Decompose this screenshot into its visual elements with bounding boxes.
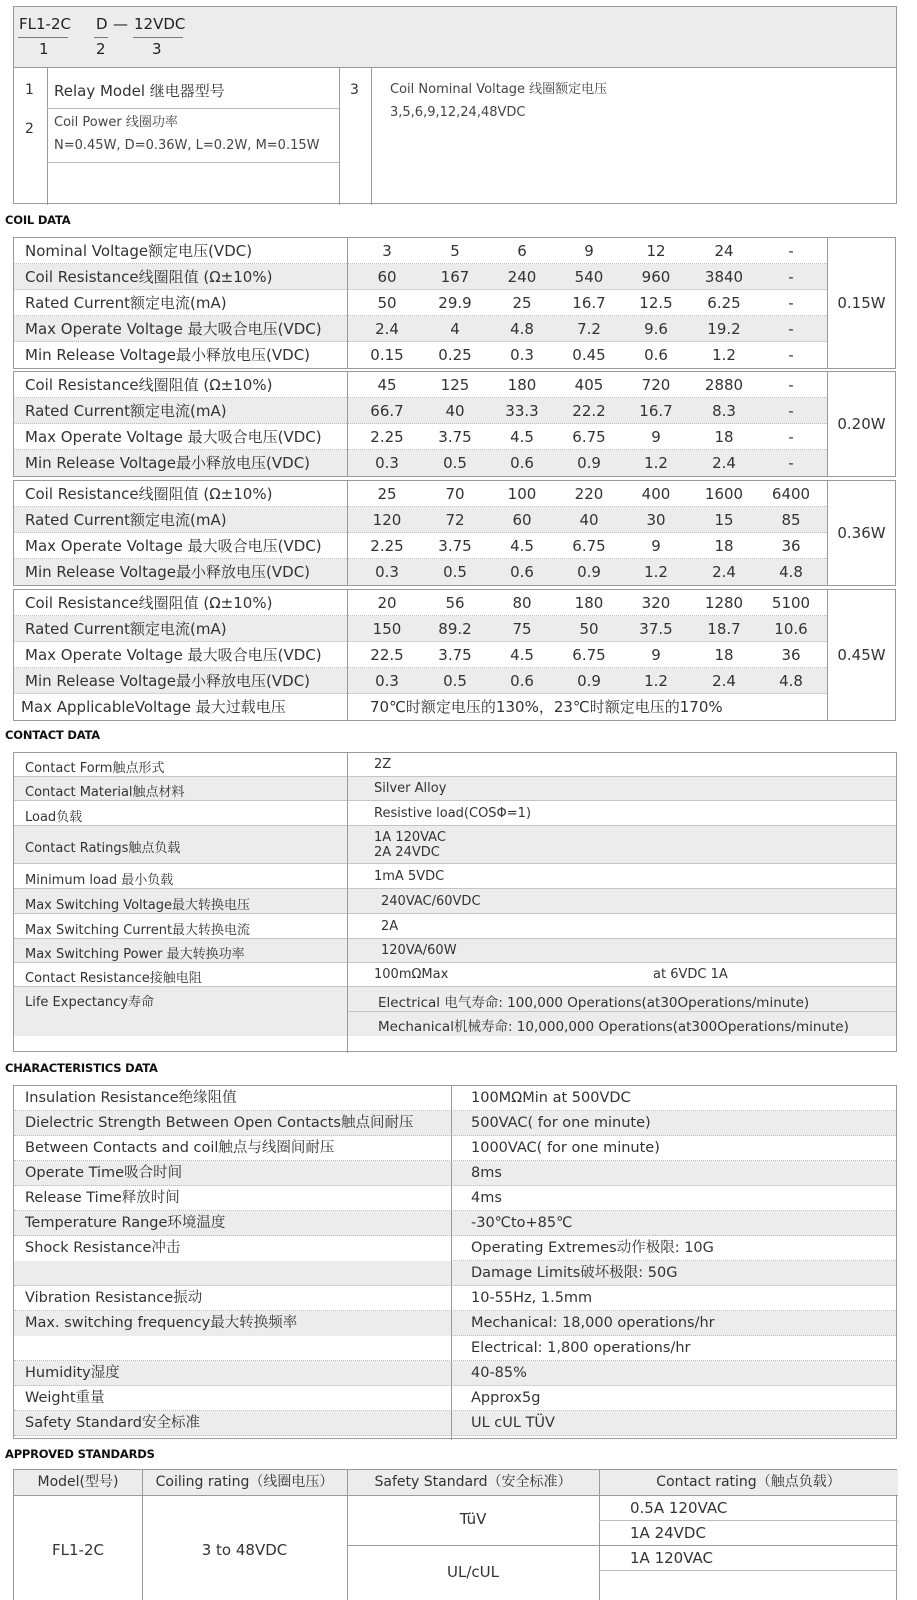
coil-value: 5	[450, 242, 460, 260]
ordering-position-2: 2	[96, 40, 106, 58]
characteristics-row-label: Operate Time吸合时间	[25, 1165, 183, 1181]
coil-value: 18	[714, 537, 734, 555]
characteristics-row-label: Shock Resistance冲击	[25, 1240, 181, 1256]
coil-value: 167	[440, 268, 470, 286]
characteristics-row-value: -30℃to+85℃	[471, 1215, 573, 1231]
coil-value: 89.2	[438, 620, 472, 638]
coil-value: 30	[646, 511, 666, 529]
coil-value: 1.2	[644, 563, 668, 581]
approved-standards-table	[13, 1469, 897, 1600]
contact-row-value: 120VA/60W	[381, 943, 457, 958]
coil-row	[14, 238, 827, 264]
coil-value: 4.8	[510, 320, 534, 338]
coil-value: 0.5	[443, 454, 467, 472]
coil-value: 3.75	[438, 537, 472, 555]
coil-value: 60	[512, 511, 532, 529]
coil-value: 24	[714, 242, 734, 260]
coil-row	[14, 559, 827, 585]
contact-row-label: Contact Form触点形式	[25, 761, 165, 776]
coil-value: -	[788, 268, 794, 286]
coil-value: 9.6	[644, 320, 668, 338]
coil-value: 6	[517, 242, 527, 260]
characteristics-row	[14, 1336, 896, 1361]
coil-value: 180	[507, 376, 537, 394]
coil-value: -	[788, 428, 794, 446]
coil-value: -	[788, 346, 794, 364]
coil-row-label: Rated Current额定电流(mA)	[25, 402, 227, 420]
coil-row-label: Coil Resistance线圈阻值 (Ω±10%)	[25, 594, 273, 612]
coil-row-label: Min Release Voltage最小释放电压(VDC)	[25, 454, 311, 472]
coil-value: 80	[512, 594, 532, 612]
characteristics-row-label: Max. switching frequency最大转换频率	[25, 1315, 298, 1331]
characteristics-row-label: Release Time释放时间	[25, 1190, 180, 1206]
coil-value: 100	[507, 485, 537, 503]
coil-value: 320	[641, 594, 671, 612]
coil-value: 0.6	[510, 454, 534, 472]
coil-value: 4.8	[779, 563, 803, 581]
contact-row	[14, 939, 896, 963]
std-header-safety-standard: Safety Standard（安全标准）	[347, 1470, 599, 1495]
characteristics-row	[14, 1211, 896, 1236]
legend-item-2-label: Coil Power 线圈功率	[54, 115, 178, 130]
coil-value: 180	[574, 594, 604, 612]
coil-value: 19.2	[707, 320, 741, 338]
coil-value: 36	[781, 646, 801, 664]
coil-value: 0.45	[572, 346, 606, 364]
coil-value: 1.2	[712, 346, 736, 364]
legend-item-1-label: Relay Model 继电器型号	[54, 82, 225, 100]
max-applicable-row	[14, 694, 827, 720]
characteristics-row	[14, 1111, 896, 1136]
coil-row	[14, 342, 827, 368]
coil-value: 33.3	[505, 402, 539, 420]
characteristics-row	[14, 1236, 896, 1261]
coil-row	[14, 642, 827, 668]
coil-value: 37.5	[639, 620, 673, 638]
characteristics-row	[14, 1311, 896, 1336]
std-header-coil-rating: Coiling rating（线圈电压）	[142, 1470, 347, 1495]
coil-row-label: Max Operate Voltage 最大吸合电压(VDC)	[25, 428, 322, 446]
coil-row	[14, 533, 827, 559]
coil-row	[14, 290, 827, 316]
characteristics-row-value-2: Electrical: 1,800 operations/hr	[471, 1340, 691, 1356]
coil-row-label: Max Operate Voltage 最大吸合电压(VDC)	[25, 537, 322, 555]
coil-row	[14, 450, 827, 476]
characteristics-row	[14, 1386, 896, 1411]
coil-value: 85	[781, 511, 801, 529]
coil-row	[14, 590, 827, 616]
characteristics-row-value: UL cUL TÜV	[471, 1415, 555, 1431]
characteristics-row-label: Safety Standard安全标准	[25, 1415, 200, 1431]
coil-value: 120	[372, 511, 402, 529]
characteristics-row	[14, 1161, 896, 1186]
contact-row-label: Max Switching Current最大转换电流	[25, 922, 251, 938]
contact-row-value-2: at 6VDC 1A	[653, 967, 728, 982]
coil-value: 2.4	[375, 320, 399, 338]
coil-value: 9	[651, 646, 661, 664]
coil-row-label: Max Operate Voltage 最大吸合电压(VDC)	[25, 320, 322, 338]
coil-group-3	[13, 589, 828, 721]
contact-row-value: 2A	[381, 918, 399, 934]
coil-value: 3840	[704, 268, 744, 286]
coil-value: 0.9	[577, 454, 601, 472]
coil-value: 405	[574, 376, 604, 394]
std-coil-rating: 3 to 48VDC	[201, 1541, 288, 1559]
ordering-code-model: FL1-2C	[19, 15, 71, 33]
coil-value: 56	[445, 594, 465, 612]
characteristics-row-value: Mechanical: 18,000 operations/hr	[471, 1315, 715, 1331]
coil-value: 2.4	[712, 563, 736, 581]
coil-value: -	[788, 402, 794, 420]
characteristics-row-value: Approx5g	[471, 1390, 541, 1406]
ordering-code-legend	[13, 67, 897, 204]
coil-value: -	[788, 454, 794, 472]
ordering-position-3: 3	[152, 40, 162, 58]
coil-value: 6.75	[572, 537, 606, 555]
characteristics-row	[14, 1086, 896, 1111]
coil-value: 0.5	[443, 672, 467, 690]
coil-row-label: Rated Current额定电流(mA)	[25, 620, 227, 638]
characteristics-row-label: Between Contacts and coil触点与线圈间耐压	[25, 1140, 335, 1156]
coil-value: 16.7	[572, 294, 606, 312]
characteristics-row	[14, 1361, 896, 1386]
characteristics-row-value: 4ms	[471, 1190, 502, 1206]
coil-value: 29.9	[438, 294, 472, 312]
coil-power-1: 0.20W	[828, 371, 896, 477]
max-applicable-label: Max ApplicableVoltage 最大过载电压	[21, 698, 286, 716]
coil-row-label: Nominal Voltage额定电压(VDC)	[25, 242, 253, 260]
contact-row-value: 100mΩMax	[374, 967, 449, 982]
characteristics-row	[14, 1261, 896, 1286]
coil-value: 75	[512, 620, 532, 638]
std-ul: UL/cUL	[447, 1563, 499, 1581]
coil-value: 6400	[771, 485, 811, 503]
coil-value: 18	[714, 646, 734, 664]
contact-row	[14, 753, 896, 777]
coil-value: 540	[574, 268, 604, 286]
contact-row	[14, 963, 896, 987]
coil-value: 0.5	[443, 563, 467, 581]
ordering-code-header	[13, 6, 897, 68]
approved-standards-title: APPROVED STANDARDS	[5, 1447, 155, 1461]
contact-row-label: Contact Resistance接触电阻	[25, 971, 202, 986]
coil-row-label: Coil Resistance线圈阻值 (Ω±10%)	[25, 268, 273, 286]
coil-value: 3.75	[438, 428, 472, 446]
coil-row	[14, 668, 827, 694]
coil-row-label: Min Release Voltage最小释放电压(VDC)	[25, 672, 311, 690]
coil-value: 12	[646, 242, 666, 260]
contact-row-value: 1mA 5VDC	[374, 868, 445, 884]
coil-value: 2.25	[370, 428, 404, 446]
coil-row	[14, 398, 827, 424]
characteristics-row-label: Humidity湿度	[25, 1365, 120, 1381]
coil-row-label: Rated Current额定电流(mA)	[25, 294, 227, 312]
coil-row-label: Rated Current额定电流(mA)	[25, 511, 227, 529]
coil-value: 960	[641, 268, 671, 286]
coil-value: 400	[641, 485, 671, 503]
coil-value: 1.2	[644, 672, 668, 690]
coil-value: 150	[372, 620, 402, 638]
contact-row	[14, 987, 896, 1036]
std-tuv-rating-2: 1A 24VDC	[630, 1524, 706, 1542]
std-model: FL1-2C	[52, 1541, 104, 1559]
contact-row	[14, 889, 896, 914]
coil-value: 1280	[704, 594, 744, 612]
coil-value: 4.5	[510, 428, 534, 446]
coil-row-label: Coil Resistance线圈阻值 (Ω±10%)	[25, 485, 273, 503]
coil-value: 0.6	[644, 346, 668, 364]
contact-row	[14, 826, 896, 864]
contact-row-label: Load负载	[25, 809, 83, 825]
coil-value: 4.5	[510, 537, 534, 555]
coil-value: 4	[450, 320, 460, 338]
coil-data-title: COIL DATA	[5, 213, 71, 227]
coil-value: 18.7	[707, 620, 741, 638]
coil-power-3: 0.45W	[828, 589, 896, 721]
characteristics-row-label: Dielectric Strength Between Open Contacts触点间耐压	[25, 1115, 414, 1131]
coil-value: 9	[584, 242, 594, 260]
coil-value: 125	[440, 376, 470, 394]
std-tuv: TüV	[459, 1510, 487, 1528]
coil-value: 0.3	[375, 454, 399, 472]
coil-value: 0.15	[370, 346, 404, 364]
std-tuv-rating-1: 0.5A 120VAC	[630, 1499, 728, 1517]
coil-value: 0.3	[375, 563, 399, 581]
contact-row-value-2: Mechanical机械寿命: 10,000,000 Operations(at300Operations/minute)	[378, 1019, 849, 1035]
coil-value: 0.6	[510, 563, 534, 581]
coil-value: -	[788, 294, 794, 312]
coil-value: 220	[574, 485, 604, 503]
coil-value: 240	[507, 268, 537, 286]
coil-group-0	[13, 237, 828, 369]
coil-value: 25	[377, 485, 397, 503]
legend-item-1-no: 1	[25, 82, 34, 98]
coil-value: 5100	[771, 594, 811, 612]
contact-row-value: Silver Alloy	[374, 781, 447, 796]
coil-row	[14, 372, 827, 398]
characteristics-row-value: 500VAC( for one minute)	[471, 1115, 651, 1131]
coil-group-2	[13, 480, 828, 586]
coil-value: -	[788, 242, 794, 260]
contact-row-label: Minimum load 最小负载	[25, 872, 174, 888]
coil-row-label: Max Operate Voltage 最大吸合电压(VDC)	[25, 646, 322, 664]
characteristics-row	[14, 1411, 896, 1436]
legend-item-3-label: Coil Nominal Voltage 线圈额定电压	[390, 82, 608, 97]
contact-row-value: 1A 120VAC	[374, 830, 446, 845]
contact-row-label: Contact Material触点材料	[25, 785, 185, 800]
coil-value: 2880	[704, 376, 744, 394]
contact-row-value: Resistive load(COSΦ=1)	[374, 805, 532, 821]
coil-value: 4.5	[510, 646, 534, 664]
coil-row	[14, 264, 827, 290]
contact-row	[14, 864, 896, 889]
characteristics-data-title: CHARACTERISTICS DATA	[5, 1061, 158, 1075]
contact-row-value: Electrical 电气寿命: 100,000 Operations(at30Operations/minute)	[378, 995, 810, 1011]
legend-item-3-no: 3	[350, 82, 359, 98]
coil-value: 2.25	[370, 537, 404, 555]
ordering-code-voltage: 12VDC	[134, 15, 186, 33]
characteristics-row-label: Insulation Resistance绝缘阻值	[25, 1090, 237, 1106]
coil-value: -	[788, 320, 794, 338]
coil-value: 25	[512, 294, 532, 312]
coil-row	[14, 507, 827, 533]
ordering-position-1: 1	[39, 40, 49, 58]
characteristics-row-label: Temperature Range环境温度	[25, 1215, 226, 1231]
coil-value: 45	[377, 376, 397, 394]
coil-value: 40	[579, 511, 599, 529]
coil-value: 6.25	[707, 294, 741, 312]
coil-row-label: Min Release Voltage最小释放电压(VDC)	[25, 563, 311, 581]
coil-row	[14, 424, 827, 450]
characteristics-row-value: 40-85%	[471, 1365, 527, 1381]
ordering-code-dash: —	[113, 15, 128, 33]
coil-value: 0.6	[510, 672, 534, 690]
legend-item-2-no: 2	[25, 121, 34, 137]
coil-value: 2.4	[712, 672, 736, 690]
coil-value: 50	[579, 620, 599, 638]
legend-item-2-detail: N=0.45W, D=0.36W, L=0.2W, M=0.15W	[54, 138, 320, 153]
coil-value: 70	[445, 485, 465, 503]
max-applicable-value: 70℃时额定电压的130%，23℃时额定电压的170%	[370, 698, 723, 716]
coil-value: 16.7	[639, 402, 673, 420]
coil-row	[14, 481, 827, 507]
coil-value: 36	[781, 537, 801, 555]
coil-value: 0.25	[438, 346, 472, 364]
std-header-model: Model(型号)	[14, 1470, 142, 1495]
std-header-contact-rating: Contact rating（触点负载）	[599, 1470, 898, 1495]
coil-value: 22.5	[370, 646, 404, 664]
characteristics-row	[14, 1286, 896, 1311]
coil-value: 50	[377, 294, 397, 312]
coil-value: 0.9	[577, 672, 601, 690]
coil-group-1	[13, 371, 828, 477]
coil-row-label: Min Release Voltage最小释放电压(VDC)	[25, 346, 311, 364]
coil-value: 1.2	[644, 454, 668, 472]
contact-data-title: CONTACT DATA	[5, 728, 100, 742]
coil-value: 40	[445, 402, 465, 420]
legend-item-3-detail: 3,5,6,9,12,24,48VDC	[390, 105, 526, 120]
coil-value: 0.3	[510, 346, 534, 364]
characteristics-row-value-2: Damage Limits破坏极限: 50G	[471, 1265, 678, 1281]
coil-value: 4.8	[779, 672, 803, 690]
coil-row	[14, 616, 827, 642]
contact-row-value: 240VAC/60VDC	[381, 893, 481, 909]
coil-power-2: 0.36W	[828, 480, 896, 586]
coil-row	[14, 316, 827, 342]
coil-value: 12.5	[639, 294, 673, 312]
coil-value: 9	[651, 537, 661, 555]
coil-value: 22.2	[572, 402, 606, 420]
contact-row-label: Contact Ratings触点负载	[25, 841, 181, 856]
characteristics-row-label: Vibration Resistance振动	[25, 1290, 203, 1306]
coil-value: 2.4	[712, 454, 736, 472]
ordering-code-power: D	[96, 15, 108, 33]
coil-value: 72	[445, 511, 465, 529]
characteristics-row-value: 8ms	[471, 1165, 502, 1181]
contact-row-label: Max Switching Power 最大转换功率	[25, 947, 245, 962]
characteristics-row	[14, 1186, 896, 1211]
contact-row-value-2: 2A 24VDC	[374, 845, 440, 860]
coil-row-label: Coil Resistance线圈阻值 (Ω±10%)	[25, 376, 273, 394]
coil-value: 3.75	[438, 646, 472, 664]
coil-value: 1600	[704, 485, 744, 503]
contact-row	[14, 801, 896, 826]
coil-value: 15	[714, 511, 734, 529]
contact-row	[14, 914, 896, 939]
contact-row-label: Max Switching Voltage最大转换电压	[25, 897, 250, 913]
coil-value: 7.2	[577, 320, 601, 338]
contact-data-table	[13, 752, 897, 1052]
contact-row-label: Life Expectancy寿命	[25, 995, 155, 1010]
coil-value: 66.7	[370, 402, 404, 420]
coil-value: 18	[714, 428, 734, 446]
coil-value: 0.9	[577, 563, 601, 581]
coil-value: 10.6	[774, 620, 808, 638]
std-ul-rating-1: 1A 120VAC	[630, 1549, 713, 1567]
characteristics-row-value: 100MΩMin at 500VDC	[471, 1090, 631, 1106]
contact-row-value: 2Z	[374, 757, 392, 772]
coil-value: 0.3	[375, 672, 399, 690]
characteristics-row-value: Operating Extremes动作极限: 10G	[471, 1240, 714, 1256]
characteristics-data-table	[13, 1085, 897, 1439]
coil-value: 3	[382, 242, 392, 260]
coil-value: 6.75	[572, 646, 606, 664]
coil-value: 720	[641, 376, 671, 394]
characteristics-row	[14, 1136, 896, 1161]
characteristics-row-label: Weight重量	[25, 1390, 105, 1406]
coil-value: 6.75	[572, 428, 606, 446]
coil-value: 20	[377, 594, 397, 612]
coil-value: 60	[377, 268, 397, 286]
coil-value: -	[788, 376, 794, 394]
coil-value: 9	[651, 428, 661, 446]
coil-power-0: 0.15W	[828, 237, 896, 369]
characteristics-row-value: 10-55Hz, 1.5mm	[471, 1290, 593, 1306]
contact-row	[14, 777, 896, 801]
characteristics-row-value: 1000VAC( for one minute)	[471, 1140, 660, 1156]
coil-value: 8.3	[712, 402, 736, 420]
